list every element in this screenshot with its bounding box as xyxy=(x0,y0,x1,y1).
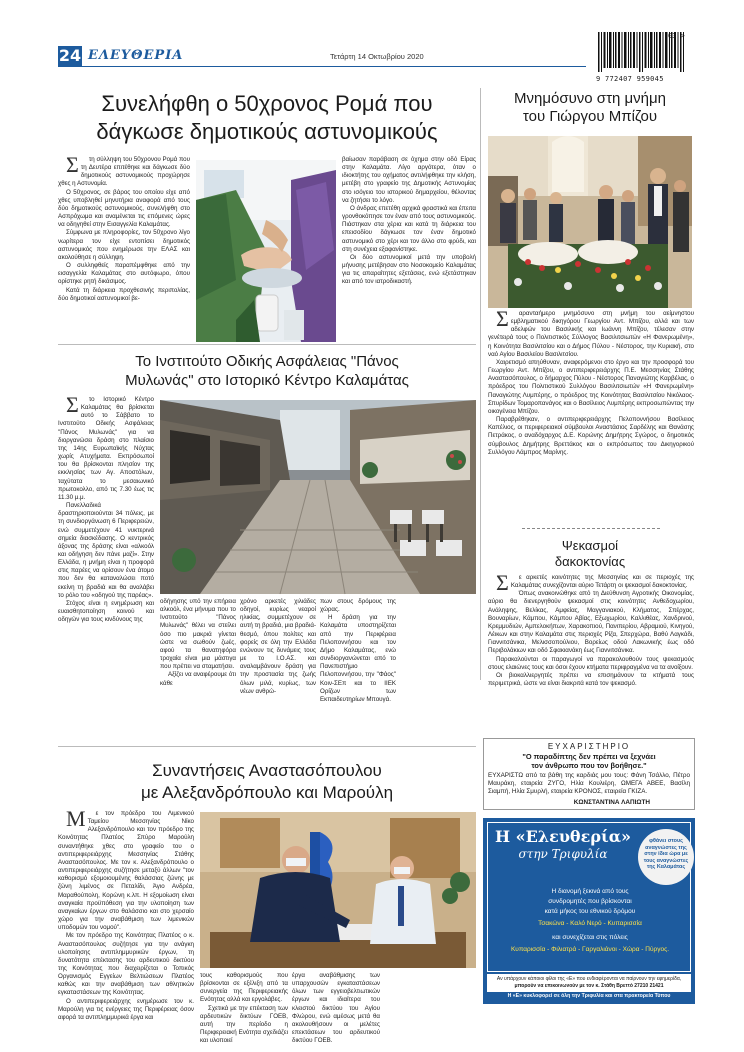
article-roma-col-2 xyxy=(342,156,476,340)
column-divider xyxy=(480,88,481,680)
paragraph: Με τον πρόεδρο της Κοινότητας Πλατέος ο κ. Αναστασόπουλος συζήτησε για την ανάγκη υλοποίησης αντιπλημμυρικών έργων, τη δυνατότητα επέκτασης του αρδευτικού δικτύου της Κοινότητας που διαχειρίζεται ο Τοπικός Οργανισμός Εγγείων Βελτιώσεων Πλατέος καθώς και την αναβάθμιση των αθλητικών εγκαταστάσεων της Κοινότητας. xyxy=(58,932,194,997)
article-meeting-col-3 xyxy=(292,972,380,1045)
paragraph: Παρακαλούνται οι παραγωγοί να παρακολουθούν τους ψεκασμούς στους ελαιώνες τους και όσοι έχουν κτήματα περιφραγμένα να τα ανοίξουν. xyxy=(488,655,694,671)
paragraph: Κατά τη διάρκεια προχθεσινής περιπολίας, δύο δημοτικοί αστυνομικοί βε- xyxy=(58,286,190,302)
headline-spraying-line-1: Ψεκασμοί xyxy=(561,538,619,553)
thank-you-signature: ΚΩΝΣΤΑΝΤΙΝΑ ΛΑΠΙΩΤΗ xyxy=(573,799,650,806)
ad-contact-line-1: Αν υπάρχουν κάποιοι φίλοι της «Ε» που ενδιαφέρονται να παίρνουν την εφημερίδα, xyxy=(496,976,682,982)
photo-meeting-office xyxy=(200,812,476,968)
article-institute-col-4 xyxy=(320,598,396,744)
headline-institute xyxy=(58,352,476,390)
article-institute-col-3 xyxy=(240,598,316,744)
article-spraying-body xyxy=(488,570,694,724)
barcode-number: 9 772407 959045 xyxy=(596,75,664,83)
headline-meeting xyxy=(58,760,476,804)
paragraph: Σύμφωνα με πληροφορίες, τον 50χρονο λίγο νωρίτερα τον είχε εντοπίσει δημοτικός αστυνομικός που ενημέρωσε την ΕΛΑΣ και ακολούθησε η σύλληψη. xyxy=(58,229,190,261)
paragraph: Στο Ιστορικό Κέντρο Καλαμάτας θα βρίσκεται αυτό το Σάββατο το Ινστιτούτο Οδικής Ασφάλειας "Πάνος Μυλωνάς" για να διοργανώσει δράση στο πλαίσιο της 14ης Ευρωπαϊκής Νύχτας χωρίς Ατυχήματα. Εκπρόσωποί του θα βρίσκονται πλησίον της εκκλησίας των Αγ. Αποστόλων, ταχύτατα το μεσαιωνικό πρωτοκολλο, από τις 7.30 έως τις 11.30 μ.μ. xyxy=(58,392,154,501)
paragraph: Σε αρκετές κοινότητες της Μεσσηνίας και σε περιοχές της Καλαμάτας συνεχίζονται αύριο Τετάρτη οι ψεκασμοί δακοκτονίας. xyxy=(496,570,694,595)
paragraph: Σχετικά με την επέκταση των αρδευτικών δικτύων ΓΟΕΒ, αυτή την περίοδο η Περιφερειακή Ενότητα σχεδιάζει και υλοποιεί xyxy=(200,1004,288,1045)
headline-roma xyxy=(58,90,476,146)
ad-circulation-line: Η «Ε» κυκλοφορεί σε όλη την Τριφυλία και στα πρακτορεία Τύπου xyxy=(507,993,671,999)
paragraph: οδήγησης υπό την επήρεια αλκοόλ, ένα μήνυμα που το Ινστιτούτο "Πάνος Μυλωνάς" θέλει να στείλει όσο πιο μακριά γίνεται ώστε να σωθούν ζωές, αφού τα θανατηφόρα τροχαία είναι μια μάστιγα που πρέπει να σταματήσει. xyxy=(160,598,236,671)
article-memorial-body xyxy=(488,306,694,526)
ad-line-route: Τσακώνα - Καλό Νερό - Κυπαρισσία xyxy=(538,920,642,927)
paragraph: Ο αντιπεριφερειάρχης ενημέρωσε τον κ. Μαρούλη για τις ενέργειες της Περιφέρειας όσον αφορά τα αντιπλημμυρικά έργα και xyxy=(58,997,194,1021)
paragraph: Σαρανταήμερο μνημόσυνο στη μνήμη του αείμνηστου εμβληματικού δικηγόρου Γεωργίου Αντ. Μπίζου, αλλά και των αδελφών του Βασιλικής και Ιωάννη Μπίζου, τέλεσαν στην γενέτειρά τους ο Πολιτιστικός Σύλλογος Βασιλιτσιωτών «Η Φανερωμένη», η Κοινότητα Βασιλιτσίου και ο Δήμος Πύλου - Νέστορος, την Κυριακή, στο ναό Αγίου Βασιλείου Βασιλιτσίου. xyxy=(488,306,694,358)
thank-you-quote xyxy=(488,752,690,770)
ad-line: και συνεχίζεται στις πόλεις xyxy=(552,934,628,941)
headline-spraying-line-2: δακοκτονίας xyxy=(554,554,626,569)
paragraph: Ο συλληφθείς παραπέμφθηκε από την εισαγγελία Καλαμάτας στο αυτόφωρο, όπου ορίστηκε ρητή δικάσιμος. xyxy=(58,262,190,286)
section-divider xyxy=(58,746,476,747)
article-meeting-col-1 xyxy=(58,806,194,1021)
section-divider xyxy=(58,344,476,345)
photo-police-hand xyxy=(196,160,336,342)
photo-historic-center-street xyxy=(160,400,476,594)
paragraph: Αξίζει να αναφέρουμε ότι κάθε xyxy=(160,671,236,687)
headline-spraying xyxy=(484,538,696,570)
ad-subtitle: στην Τριφυλία xyxy=(518,847,608,861)
paragraph: Οι δύο αστυνομικοί μετά την υποβολή μήνυσης μετέβησαν στο Νοσοκομείο Καλαμάτας για τις απαραίτητες εξετάσεις, ενώ εξετάστηκαν και από τον ιατροδικαστή. xyxy=(342,253,476,286)
paragraph: πων στους δρόμους της χώρας. xyxy=(320,598,396,614)
headline-memorial-line-1: Μνημόσυνο στη μνήμη xyxy=(514,90,666,107)
headline-meeting-line-1: Συναντήσεις Αναστασόπουλου xyxy=(152,761,382,780)
trifylia-distribution-ad xyxy=(483,818,695,1004)
quote-line-1: "Ο παραδίπτης δεν πρέπει να ξεχνάει xyxy=(522,752,656,761)
ad-seal-badge: φθάνει στους αναγνώστες της στην ίδια ώρα με τους αναγνώστες της Καλαμάτας xyxy=(638,829,694,885)
ad-inner-frame xyxy=(487,822,691,972)
thank-you-notice xyxy=(483,738,695,810)
paragraph: τους καθορισμούς που βρίσκονται σε εξέλιξη από τα συνεργεία της Περιφερειακής Ενότητας αλλά και εργολάβες. xyxy=(200,972,288,1004)
headline-memorial xyxy=(484,90,696,126)
article-roma-col-1 xyxy=(58,152,190,340)
paragraph: χρόνο αρκετές χιλιάδες οδηγοί, κυρίως νεαροί ηλικίας, συμμετέχουν σε αυτή τη βραδιά, μια βραδιά-θεσμό, όπου πολίτες και φορείς σε όλη την Ελλάδα ενώνουν τις δυνάμεις τους με το Ι.Ο.ΑΣ. και αναλαμβάνουν δράση για την προστασία της ζωής όλων μιλά, κυρίως, των νέων ανθρώ- xyxy=(240,598,317,695)
thank-you-body: ΕΥΧΑΡΙΣΤΩ από τα βάθη της καρδιάς μου τους: Φάνη Τσάλλο, Πέτρο Μαυράκη, εταιρεία ΖΥΓΟ, Ηλία Κουλιέρη, ΩΜΕΓΑ ΑΒΕΕ, Βασίλη Σιαμπή, Ηλία Σμυρλή, εταιρεία ΚΡΟΝΟΣ, εταιρεία ΓΚΙΖΑ. xyxy=(488,772,690,795)
page-number: 24 xyxy=(58,46,82,65)
paragraph: Η δράση για την Καλαμάτα υποστηρίζεται από την Περιφέρεια Πελοποννήσου και τον Δήμο Καλαμάτας, ενώ συνδιοργανώνεται από το Πανεπιστήμιο Πελοποννήσου, την "Φάος" Κοιν-ΣΕπ και το ΙΙΕΚ Ορίζων των Εκπαιδευτηρίων Μπουγά. xyxy=(320,614,396,703)
ad-title: Η «Ελευθερία» xyxy=(494,827,632,846)
ad-contact-line-2: μπορούν να επικοινωνούν με τον κ. Στάθη Βρεττό 27210 21421 xyxy=(514,982,664,989)
paragraph: Ο 50χρονος, σε βάρος του οποίου είχε από χθες υποβληθεί μηνυτήρια αναφορά από τους δύο δημοτικούς αστυνομικούς, συνελήφθη στο Ασπρόχωμα και αναμένεται τις επόμενες ώρες να οδηγηθεί στην Εισαγγελία Καλαμάτας. xyxy=(58,188,190,229)
header-rule xyxy=(58,66,586,67)
paragraph: Με τον πρόεδρο του Λιμενικού Ταμείου Μεσσηνίας Νίκο Αλεξανδρόπουλο και τον πρόεδρο της Κοινότητας Πλατέος Σπύρο Μαρούλη συναντήθηκε χθες στο γραφείο του ο αντιπεριφερειάρχης Μεσσηνίας Στάθης Αναστασόπουλος. Με τον κ. Αλεξανδρόπουλο ο αντιπεριφερειάρχης συζήτησε μεταξύ άλλων "τον καθορισμό εξομοιουμένης θαλάσσιας ζώνης με ζώνη λιμένος σε Πεταλίδι, Άγιο Ανδρέα, Μαραθούπολη, Κορώνη κ.λπ. Η εξομοίωση είναι αναγκαία προϋπόθεση για την υλοποίηση των αναγκαίων έργων στο θαλάσσιο και στο χερσαίο χώρο για την αναβάθμιση των λιμενικών υποδομών του νομού". xyxy=(58,806,194,932)
ad-line: συνδρομητές που βρίσκονται xyxy=(548,898,632,905)
paragraph: Στη σύλληψη του 50χρονου Ρομά που τη Δευτέρα επιτέθηκε και δάγκωσε δύο δημοτικούς αστυνομικούς προχώρησε χθες η Αστυνομία. xyxy=(58,152,190,188)
photo-memorial-church xyxy=(488,136,692,308)
issue-code: 03 > xyxy=(668,32,685,40)
paragraph: έργα αναβάθμισης των υπαρχουσών εγκαταστάσεων όλων των εγγειοβελτιωτικών έργων και ιδιαίτερα του κλειστού δικτύου του Αγίου Φλώρου, ενώ αμέσως μετά θα ακολουθήσουν οι μελέτες επεκτάσεων του αρδευτικού δικτύου ΓΟΕΒ. xyxy=(292,972,380,1045)
headline-roma-line-1: Συνελήφθη ο 50χρονος Ρομά που xyxy=(101,91,433,116)
ad-line-towns: Κυπαρισσία - Φιλιατρά - Γαργαλιάνοι - Χώρα - Πύργος. xyxy=(510,946,670,953)
article-meeting-col-4 xyxy=(384,972,476,1020)
headline-roma-line-2: δάγκωσε δημοτικούς αστυνομικούς xyxy=(96,119,438,144)
paragraph: Στόχος είναι η ενημέρωση και ευαισθητοποίηση κοινού και οδηγών για τους κινδύνους της xyxy=(58,599,154,624)
article-institute-col-1 xyxy=(58,392,154,744)
headline-institute-line-1: Το Ινστιτούτο Οδικής Ασφάλειας "Πάνος xyxy=(135,353,399,370)
paragraph: βαίωσαν παράβαση σε όχημα στην οδό Είρας στην Καλαμάτα. Λίγο αργότερα, όταν ο ιδιοκτήτης του οχήματος αντιλήφθηκε την κλήση, μετέβη στο γραφείο της Δημοτικής Αστυνομίας στο ισόγειο του ιστορικού δημαρχείου, θέλοντας να ζητήσει το λόγο. xyxy=(342,156,476,204)
thank-you-title: ΕΥΧΑΡΙΣΤΗΡΙΟ xyxy=(547,742,631,751)
headline-memorial-line-2: του Γιώργου Μπίζου xyxy=(522,108,658,125)
article-meeting-col-2 xyxy=(200,972,288,1045)
article-institute-col-2 xyxy=(160,598,236,744)
paragraph: Ο άνδρας επετέθη αρχικά φραστικά και έπειτα γρονθοκόπησε τον έναν από τους αστυνομικούς. Πιάστηκαν στα χέρια και κατά τη διάρκεια του επεισοδίου δάγκωσε τον έναν δημοτικό αστυνομικό στο χέρι και τον άλλο στο φρύδι, και στη συνέχεια εξαφανίστηκε. xyxy=(342,204,476,253)
headline-meeting-line-2: με Αλεξανδρόπουλο και Μαρούλη xyxy=(140,783,394,802)
paragraph: Χαιρετισμό απηύθυναν, αναφερόμενοι στο έργο και την προσφορά του Γεωργίου Αντ. Μπίζου, ο αντιπεριφερειάρχης Π.Ε. Μεσσηνίας Στάθης Αναστασόπουλος, ο δήμαρχος Πύλου - Νέστορος Παναγιώτης Καρβέλας, ο πρόεδρος του Πολιτιστικού Συλλόγου Βασιλιτσιωτών «Η Φανερωμένη» Παναγιώτης Λυμπέρης, ο πρόεδρος της Κοινότητας Βασιλιτσίου Νικόλαος-Σπυρίδων Τομαροπανάγος και ο Βασίλειος Λυμπέρης εκπροσωπώντας την οικογένεια Μπίζου. xyxy=(488,358,694,415)
dateline: Τετάρτη 14 Οκτωβρίου 2020 xyxy=(330,52,424,61)
dashed-divider xyxy=(522,528,660,529)
ad-contact-strip xyxy=(487,974,691,992)
ad-line: Η διανομή ξεκινά από τους xyxy=(551,888,629,895)
headline-institute-line-2: Μυλωνάς" στο Ιστορικό Κέντρο Καλαμάτας xyxy=(125,372,409,389)
paragraph: Παραβρέθηκαν, ο αντιπεριφερειάρχης Πελοποννήσου Βασίλειος Καπέλιος, οι περιφερειακοί σύμβουλοι Αναστάσιος Σαρδέλης και Θανάσης Πετράκος, ο αναδόχαρχος Δ.Ε. Κορώνης Δημήτρης Σγώρος, ο δημοτικός σύμβουλος Δημήτρης Βρεττάκος και ο εκπρόσωπος του Δικηγορικού Συλλόγου Λάμπρος Μαρίνης. xyxy=(488,416,694,456)
quote-line-2: τον άνθρωπο που τον βοήθησε." xyxy=(531,761,647,770)
ad-line: κατά μήκος του εθνικού δρόμου xyxy=(544,908,636,915)
paragraph: Οι βιοκαλλιεργητές πρέπει να επισημάνουν τα κτήματά τους περιμετρικά, ώστε να είναι διακριτά κατά τον ψεκασμό. xyxy=(488,671,694,688)
paragraph: Όπως ανακοινώθηκε από τη Διεύθυνση Αγροτικής Οικονομίας, αύριο θα διενεργηθούν ψεκασμοί στις κοινότητες Ανθεδοχωρίου, Ανάληψης, Βελίκας, Αμφείας, Μαγγανιακού, Κλήματος, Σπέρχας, Βουναρίων, Κάμπου, Κάμπου Αβίας, Εξωχωρίου, Καλλιθέας, Χανδρινού, Κρεμμυδιών, Αμπελοκήπων, Χαρακοπιού, Πανιπερίου, Αβραμιού, Κινηγού, Λέικων και στην Καλαμάτα στις περιοχές Ρίζα, Σπερχώρα, Βαθύ Λαγκάδι, Γιαννιτσάνικα, Μελισσοπούλιου, Βορείως οδού Λακωνικής έως οδό Περιβολάκιων και οδό Σφακιανάκη έως Γιαννιτσάνικα. xyxy=(488,590,694,655)
masthead-logo: ΕΛΕΥΘΕΡΙΑ xyxy=(88,48,184,63)
paragraph: Πανελλαδικά δραστηριοποιούνται 34 πόλεις, με τη συνδιοργάνωση 6 Περιφερειών, ενώ συμμετέχουν 41 νυκτερινά σημεία διασκέδασης. Ο κεντρικός άξονας της δράσης είναι «αλκοόλ και οδήγηση δεν πάνε μαζί». Στην Ελλάδα, η μνήμη είναι η προφορά στις παρέες να ορίσουν ένα άτομο που δεν θα καταναλώσει ποτό εκείνη τη βραδιά και θα αναλάβει το ρόλο του «οδηγού της παρέας». xyxy=(58,502,154,599)
